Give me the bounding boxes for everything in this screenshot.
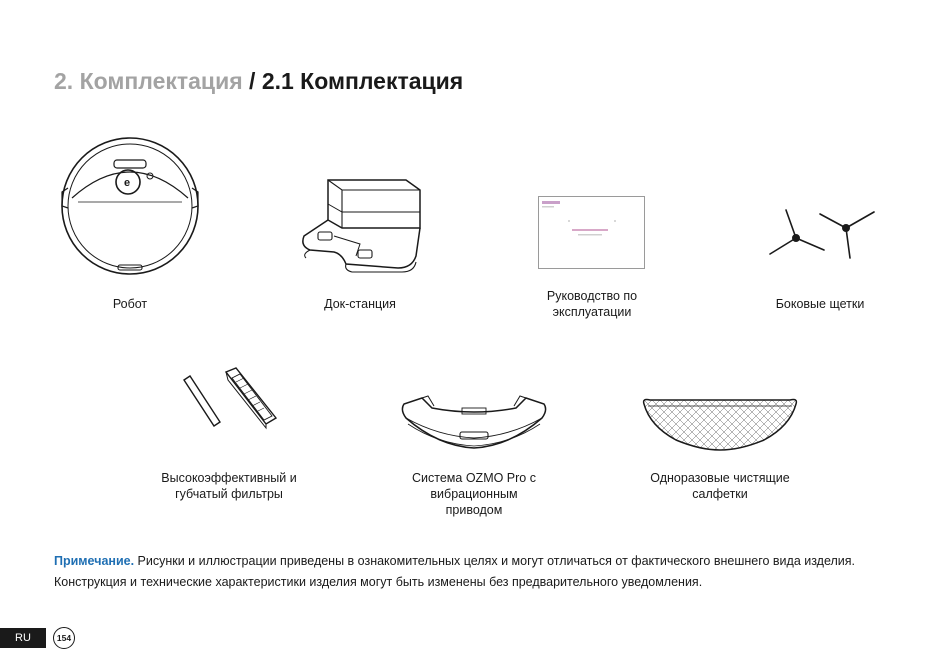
filters-caption xyxy=(154,470,304,502)
manual-icon xyxy=(538,196,646,270)
svg-text:e: e xyxy=(124,177,131,189)
ozmo-module-caption-text: Система OZMO Pro с вибрационным приводом xyxy=(412,471,536,517)
filters-icon xyxy=(180,366,282,436)
ozmo-module-icon xyxy=(398,394,550,452)
filters-caption-text: Высокоэффективный и губчатый фильтры xyxy=(161,471,297,501)
dock-station-item xyxy=(298,172,432,276)
title-separator: / xyxy=(242,68,262,94)
side-brushes-caption: Боковые щетки xyxy=(775,297,865,311)
manual-caption-text: Руководство по эксплуатации xyxy=(546,289,638,319)
subsection-title: 2.1 Комплектация xyxy=(261,68,464,94)
manual-item xyxy=(538,196,646,270)
note-text-1: Рисунки и иллюстрации приведены в ознакомительных целях и могут отличаться от фактического внешнего вида изделия. xyxy=(134,554,856,568)
language-badge: RU xyxy=(0,628,46,648)
page-title xyxy=(54,68,463,95)
note-line-1 xyxy=(54,551,914,572)
note-line-2: Конструкция и технические характеристики изделия могут быть изменены без предварительного уведомления. xyxy=(54,575,703,589)
note xyxy=(54,551,914,593)
filters-item xyxy=(180,366,282,436)
side-brushes-item xyxy=(766,206,878,262)
manual-caption xyxy=(522,288,662,320)
cleaning-pad-caption xyxy=(645,470,795,502)
cleaning-pad-icon xyxy=(640,396,800,452)
cleaning-pad-caption-text: Одноразовые чистящие салфетки xyxy=(650,471,790,501)
dock-station-icon xyxy=(298,172,432,276)
cleaning-pad-item xyxy=(640,396,800,452)
section-title: 2. Комплектация xyxy=(54,68,243,94)
ozmo-module-item xyxy=(398,394,550,452)
robot-caption: Робот xyxy=(112,297,148,311)
dock-station-caption: Док-станция xyxy=(324,297,396,311)
robot-icon xyxy=(58,136,202,280)
ozmo-module-caption xyxy=(404,470,544,518)
side-brushes-icon xyxy=(766,206,878,262)
note-label: Примечание. xyxy=(54,554,135,568)
page-number: 154 xyxy=(53,627,75,649)
robot-item xyxy=(58,136,202,280)
